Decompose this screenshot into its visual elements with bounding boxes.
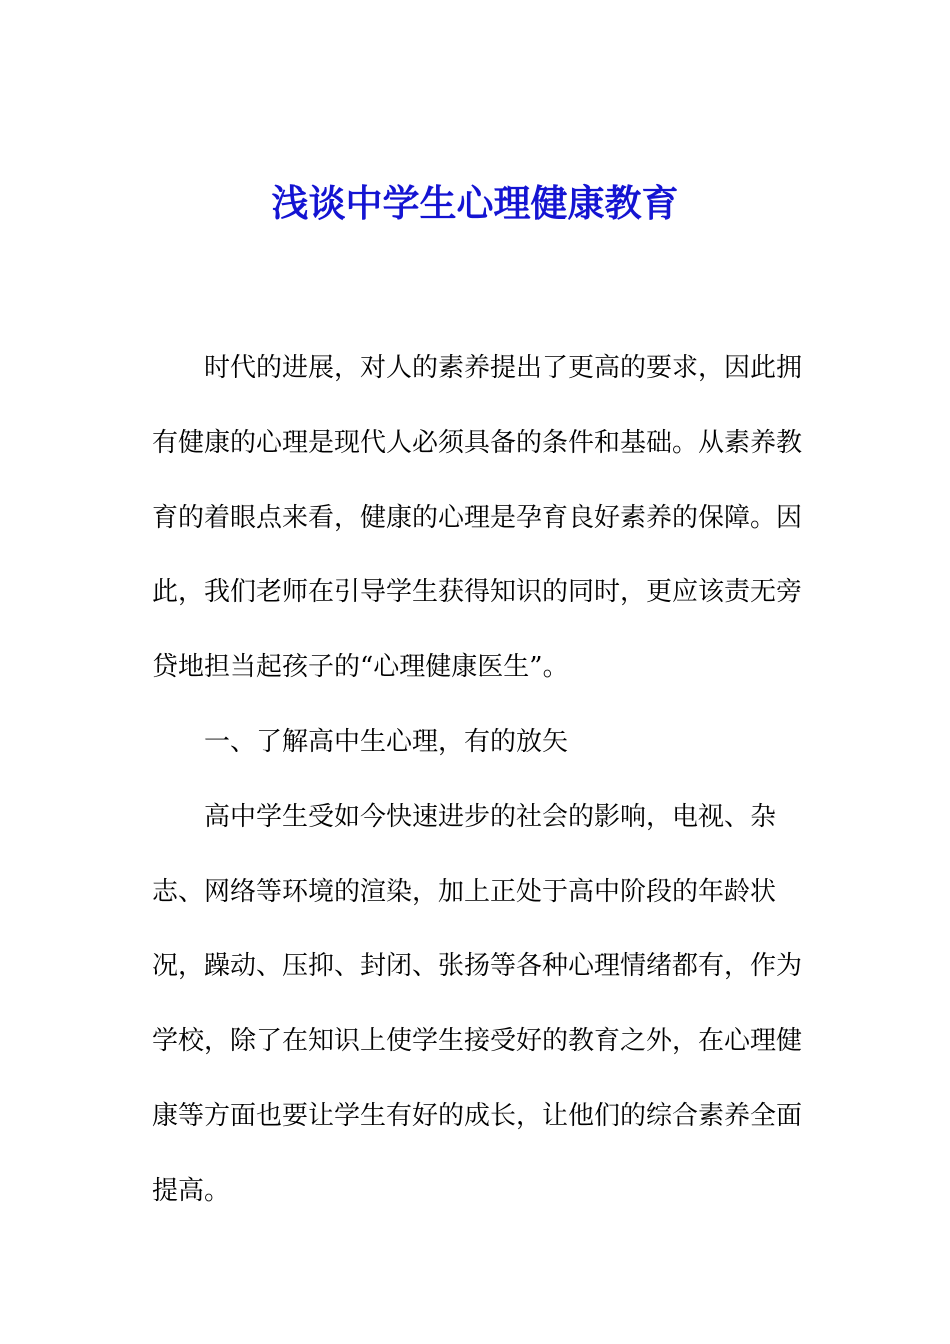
paragraph-line: 贷地担当起孩子的“心理健康医生”。 — [152, 652, 569, 683]
paragraph-line: 况，躁动、压抑、封闭、张扬等各种心理情绪都有，作为 — [152, 951, 803, 982]
section-heading — [152, 705, 792, 780]
paragraph-line: 康等方面也要让学生有好的成长，让他们的综合素养全面 — [152, 1100, 803, 1131]
paragraph-line: 育的着眼点来看，健康的心理是孕育良好素养的保障。因 — [152, 502, 803, 533]
paragraph-line: 高中学生受如今快速进步的社会的影响，电视、杂 — [204, 801, 777, 832]
paragraph-line: 此，我们老师在引导学生获得知识的同时，更应该责无旁 — [152, 577, 803, 608]
document-title: 浅谈中学生心理健康教育 — [271, 181, 679, 225]
paragraph-line: 时代的进展，对人的素养提出了更高的要求，因此拥 — [204, 353, 803, 383]
paragraph-intro — [152, 331, 803, 705]
paragraph-section-one — [152, 780, 803, 1229]
paragraph-line: 学校，除了在知识上使学生接受好的教育之外，在心理健 — [152, 1026, 803, 1057]
paragraph-line: 有健康的心理是现代人必须具备的条件和基础。从素养教 — [152, 427, 803, 458]
section-heading-text: 一、了解高中生心理，有的放矢 — [204, 726, 569, 757]
paragraph-line: 志、网络等环境的渲染，加上正处于高中阶段的年龄状 — [152, 876, 777, 907]
paragraph-line: 提高。 — [152, 1175, 231, 1206]
document-body — [152, 331, 803, 1229]
